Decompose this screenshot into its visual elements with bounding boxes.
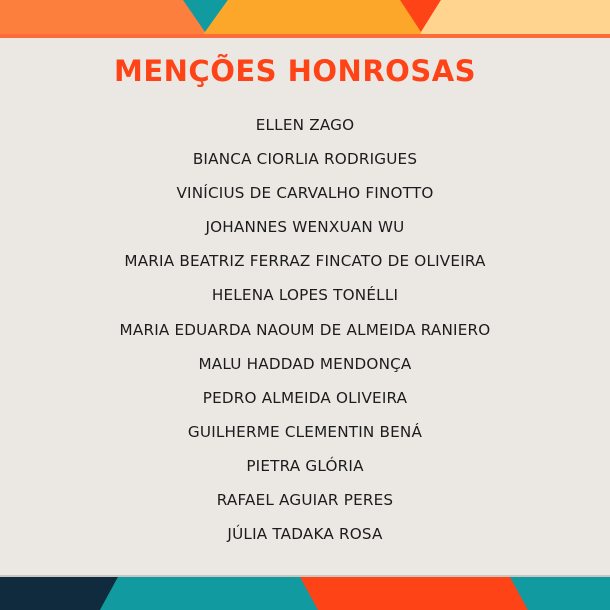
list-item: MARIA BEATRIZ FERRAZ FINCATO DE OLIVEIRA [124,252,486,271]
top-decorative-band [0,0,610,38]
list-item: VINÍCIUS DE CARVALHO FINOTTO [176,184,434,203]
list-item: PEDRO ALMEIDA OLIVEIRA [202,388,408,407]
list-item: JOHANNES WENXUAN WU [205,218,405,237]
honorable-mentions-list [0,108,610,551]
bottom-decorative-band [0,575,610,610]
list-item: RAFAEL AGUIAR PERES [216,491,394,510]
list-item: PIETRA GLÓRIA [246,456,364,475]
page-title: MENÇÕES HONROSAS [113,54,477,88]
list-item: HELENA LOPES TONÉLLI [211,286,399,305]
list-item: MARIA EDUARDA NAOUM DE ALMEIDA RANIERO [119,320,491,339]
top-triangle-pattern [0,0,610,38]
list-item: MALU HADDAD MENDONÇA [198,354,412,373]
list-item: JÚLIA TADAKA ROSA [227,525,383,544]
bottom-triangle-pattern [0,575,610,610]
list-item: BIANCA CIORLIA RODRIGUES [192,150,418,169]
list-item: ELLEN ZAGO [255,116,355,134]
list-item: GUILHERME CLEMENTIN BENÁ [187,422,423,441]
